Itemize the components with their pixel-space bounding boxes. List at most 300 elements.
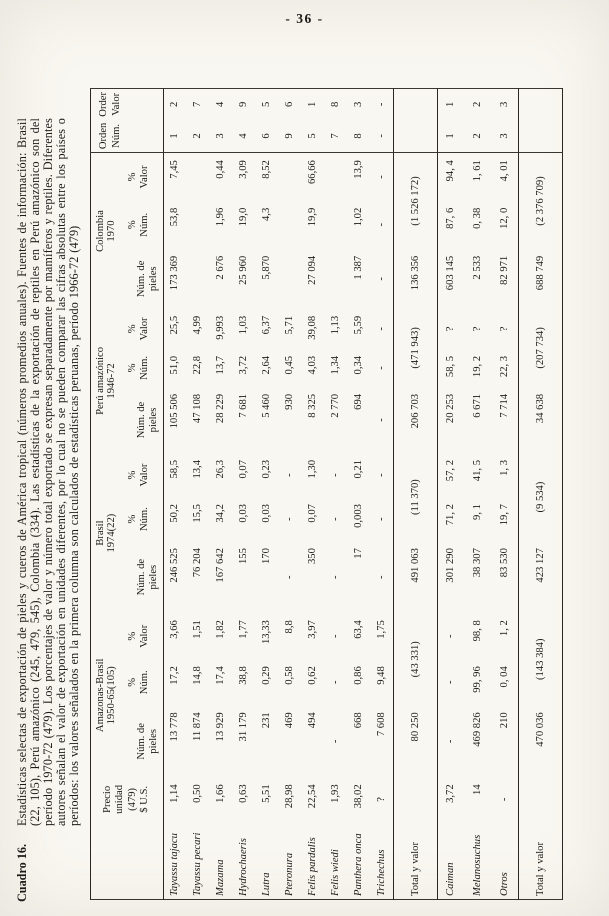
data-cell: 0,45	[284, 355, 296, 375]
header-line: 1970	[105, 220, 117, 242]
subheader-num-pieles	[117, 705, 163, 777]
orden-num-cell: 3	[491, 120, 518, 153]
data-cell: 4,3	[261, 207, 273, 221]
species-name: Panthera onca	[353, 833, 365, 896]
header-line: Núm. de	[135, 558, 147, 596]
order-valor-cell: -	[375, 102, 387, 107]
data-cell: 0,03	[261, 504, 273, 523]
data-cell: 2,64	[261, 355, 273, 375]
data-cell: 1, 61	[472, 160, 484, 182]
data-cell: 469	[284, 712, 296, 729]
data-cell: 31 179	[238, 712, 250, 742]
precio-cell: 14	[472, 784, 484, 795]
data-cell: 0,34	[353, 355, 365, 375]
species-name: Tayassu pecari	[192, 832, 204, 896]
header-line: %	[126, 514, 138, 524]
data-cell: 4,99	[192, 315, 204, 335]
data-cell: 1,02	[353, 207, 365, 227]
data-cell: 98, 8	[472, 620, 484, 642]
total-num-pieles: 206 703	[409, 393, 421, 429]
order-valor-cell: 6	[284, 101, 296, 107]
data-cell: 210	[498, 712, 510, 729]
data-cell: ?	[445, 326, 457, 332]
data-cell: 17,4	[215, 666, 227, 685]
empty-cell	[393, 120, 437, 153]
data-cell: -	[375, 366, 387, 370]
data-cell: 19, 7	[498, 504, 510, 526]
data-cell: 1,75	[375, 620, 387, 639]
order-valor-cell: 4	[215, 101, 227, 107]
group-header-1	[90, 613, 117, 777]
data-cell: 930	[284, 393, 296, 410]
total-num-pieles: 491 063	[409, 548, 421, 583]
empty-cell	[518, 89, 562, 120]
header-line: 1946-72	[105, 363, 117, 399]
data-cell: ?	[472, 326, 484, 332]
data-cell: 19, 2	[472, 355, 484, 378]
table-row	[278, 89, 301, 900]
data-cell: 2 770	[330, 393, 342, 418]
table-row	[301, 89, 324, 900]
data-cell: 13,4	[192, 460, 204, 479]
data-cell: 19,0	[238, 207, 250, 227]
data-cell: 6,37	[261, 315, 273, 335]
order-valor-header	[90, 89, 163, 120]
data-cell: 0,03	[238, 504, 250, 523]
precio-cell: ?	[375, 797, 387, 802]
data-cell: -	[445, 680, 457, 685]
precio-cell: -	[498, 797, 510, 802]
data-cell: 1,96	[215, 207, 227, 227]
header-line: Núm. de	[135, 401, 147, 439]
empty-cell	[393, 89, 437, 120]
data-cell: 1,51	[192, 620, 204, 639]
empty-cell	[518, 120, 562, 153]
data-cell: 63,4	[353, 620, 365, 639]
data-cell: 7,45	[169, 160, 181, 179]
data-cell: -	[375, 517, 387, 521]
orden-num-cell: 7	[324, 120, 347, 153]
data-cell: 39,08	[307, 315, 319, 340]
data-cell: 25,5	[169, 315, 181, 335]
data-cell: 17,2	[169, 666, 181, 685]
data-cell: 5 460	[261, 393, 273, 418]
header-line: Núm.	[138, 507, 150, 532]
data-cell: 28 229	[215, 393, 227, 424]
data-cell: 231	[261, 712, 273, 729]
data-cell: 2 676	[215, 255, 227, 280]
orden-num-cell: 2	[464, 120, 491, 153]
header-line: Order	[97, 91, 109, 117]
orden-num-cell: 3	[209, 120, 232, 153]
header-line: (479)	[126, 787, 138, 811]
data-cell: 13 778	[169, 712, 181, 742]
table-row	[209, 89, 232, 900]
header-line: Núm.	[110, 123, 122, 148]
species-name: Tayassu tajacu	[169, 833, 181, 896]
data-cell: 4,03	[307, 355, 319, 375]
header-line: %	[126, 677, 138, 687]
data-cell	[186, 153, 209, 201]
data-cell: 105 506	[169, 393, 181, 429]
header-row	[90, 89, 117, 900]
header-line: %	[126, 324, 138, 334]
data-cell: 0,29	[261, 666, 273, 685]
total-valor: (143 384)	[534, 638, 546, 680]
data-cell: 26,3	[215, 460, 227, 479]
data-cell: 82 971	[498, 255, 510, 285]
data-cell: -	[284, 517, 296, 521]
species-name: Pteronura	[284, 852, 296, 896]
data-cell	[186, 201, 209, 249]
data-cell: -	[284, 575, 296, 579]
data-cell: 66,66	[307, 160, 319, 185]
orden-num-cell: 9	[278, 120, 301, 153]
total-num-pieles: 80 250	[409, 712, 421, 742]
rotated-table-block	[16, 42, 602, 908]
data-cell: 15,5	[192, 504, 204, 523]
data-cell: 41, 5	[472, 460, 484, 482]
data-cell: 0,07	[307, 504, 319, 523]
data-cell: -	[375, 327, 387, 331]
data-cell: 47 108	[192, 393, 204, 424]
data-cell: 22, 3	[498, 355, 510, 378]
table-row	[163, 89, 186, 900]
data-cell: 0,58	[284, 666, 296, 685]
data-cell: 3,66	[169, 620, 181, 639]
data-cell: 17	[353, 548, 365, 559]
orden-num-cell: 1	[437, 120, 464, 153]
precio-cell: 3,72	[445, 784, 457, 803]
data-cell: 8,8	[284, 620, 296, 634]
table-row	[186, 89, 209, 900]
header-line: Valor	[110, 92, 122, 116]
header-line: %	[126, 220, 138, 230]
data-cell: 1,13	[330, 315, 342, 335]
data-cell	[278, 153, 301, 201]
data-cell: 9, 1	[472, 504, 484, 520]
species-name: Hydrochaeris	[238, 838, 250, 896]
header-line: Núm. de	[135, 260, 147, 298]
subheader-pct-num	[117, 659, 163, 705]
data-cell: -	[375, 277, 387, 281]
data-cell	[186, 249, 209, 309]
data-cell	[324, 153, 347, 201]
group-header-4	[90, 153, 117, 309]
total-label: Total y valor	[534, 842, 546, 896]
data-cell: -	[445, 739, 457, 744]
data-cell: 494	[307, 712, 319, 729]
data-cell: 0,23	[261, 460, 273, 479]
data-cell: -	[375, 418, 387, 422]
orden-num-cell: -	[370, 120, 393, 153]
data-cell: 170	[261, 548, 273, 565]
orden-num-header	[90, 120, 163, 153]
data-cell: 668	[353, 712, 365, 729]
empty-cell	[518, 777, 562, 821]
header-line: Colombia	[94, 210, 106, 252]
subheader-pct-valor	[117, 309, 163, 349]
group-header-3	[90, 309, 117, 453]
header-line: Valor	[138, 317, 150, 341]
orden-num-cell: 4	[232, 120, 255, 153]
data-cell: 53,8	[169, 207, 181, 227]
data-cell: 7 608	[375, 712, 387, 737]
data-cell: 155	[238, 548, 250, 565]
data-cell: 87, 6	[445, 207, 457, 229]
data-cell: 2 533	[472, 255, 484, 280]
species-column-header	[90, 821, 163, 899]
group-header-2	[90, 453, 117, 613]
data-cell: -	[330, 739, 342, 744]
header-line: Brasil	[94, 520, 106, 546]
data-cell: -	[330, 473, 342, 477]
order-valor-cell: 3	[353, 101, 365, 107]
header-line: pieles	[147, 564, 159, 590]
data-cell: 14,8	[192, 666, 204, 685]
data-cell: 0, 04	[498, 666, 510, 688]
total-num-pieles: 34 638	[534, 393, 546, 424]
table-row	[232, 89, 255, 900]
header-line: Perú amazónico	[94, 346, 106, 415]
table-row	[464, 89, 491, 900]
total-num-pieles: 470 036	[534, 712, 546, 747]
data-cell: 173 369	[169, 255, 181, 291]
data-cell: 13 929	[215, 712, 227, 742]
species-name: Caiman	[445, 862, 457, 896]
subheader-num-pieles	[117, 249, 163, 309]
data-cell: 58,5	[169, 460, 181, 479]
header-line: unidad	[114, 784, 126, 814]
data-cell: 1 387	[353, 255, 365, 280]
species-name: Felis wiedi	[330, 849, 342, 896]
table-caption	[16, 118, 81, 902]
data-cell: -	[375, 175, 387, 179]
header-line: Núm.	[138, 356, 150, 380]
data-cell: -	[284, 473, 296, 477]
total-row	[393, 89, 437, 900]
data-cell: 0,07	[238, 460, 250, 479]
header-line: pieles	[147, 266, 159, 292]
data-cell: 34,2	[215, 504, 227, 523]
data-cell: 38 307	[472, 548, 484, 578]
data-cell: 12, 0	[498, 207, 510, 229]
species-name: Otros	[498, 872, 510, 896]
total-valor: (207 734)	[534, 327, 546, 369]
data-cell	[324, 201, 347, 249]
total-valor: (11 370)	[409, 479, 421, 515]
data-cell: -	[375, 473, 387, 477]
data-cell: -	[330, 575, 342, 579]
species-name: Lutra	[261, 872, 273, 896]
data-cell: ?	[498, 326, 510, 332]
data-cell: 0,21	[353, 460, 365, 479]
data-cell: 1, 3	[498, 460, 510, 476]
header-line: Amazonas-Brasil	[94, 658, 106, 733]
data-cell: 301 290	[445, 548, 457, 583]
data-cell: 22,8	[192, 355, 204, 375]
total-valor: (2 376 709)	[534, 176, 546, 226]
orden-num-cell: 1	[163, 120, 186, 153]
precio-cell: 0,63	[238, 784, 250, 803]
data-cell: 1,30	[307, 460, 319, 479]
header-line: %	[126, 631, 138, 641]
header-line: 1974(22)	[105, 513, 117, 553]
total-valor: (43 331)	[409, 641, 421, 678]
table-row	[324, 89, 347, 900]
total-valor: (1 526 172)	[409, 176, 421, 226]
data-cell: 94, 4	[445, 160, 457, 182]
data-cell: 71, 2	[445, 504, 457, 526]
data-cell: 13,9	[353, 160, 365, 179]
order-valor-cell: 5	[261, 101, 273, 107]
header-line: Precio	[101, 785, 113, 813]
data-cell: 3,72	[238, 355, 250, 375]
header-line: %	[126, 363, 138, 373]
data-cell: 51,0	[169, 355, 181, 375]
data-cell: 8 325	[307, 393, 319, 418]
data-cell: 1,34	[330, 355, 342, 375]
data-cell: 11 874	[192, 712, 204, 742]
data-cell: 20 253	[445, 393, 457, 424]
data-cell: -	[375, 223, 387, 227]
order-valor-cell: 1	[307, 101, 319, 107]
data-cell: -	[375, 575, 387, 579]
data-cell: 83 530	[498, 548, 510, 578]
header-line: Núm.	[138, 212, 150, 237]
total-label: Total y valor	[409, 842, 421, 896]
data-cell: 5,870	[261, 255, 273, 280]
header-line: %	[126, 172, 138, 182]
table-row	[437, 89, 464, 900]
order-valor-cell: 8	[330, 101, 342, 107]
header-line: 1950-65(105)	[105, 666, 117, 725]
data-cell: 13,7	[215, 355, 227, 375]
order-valor-cell: 7	[192, 101, 204, 107]
precio-column-header	[90, 777, 163, 821]
data-cell: 0, 38	[472, 207, 484, 229]
data-cell: 9,48	[375, 666, 387, 685]
precio-cell: 1,93	[330, 784, 342, 803]
data-cell: 350	[307, 548, 319, 565]
header-line: Valor	[138, 463, 150, 487]
table-row	[370, 89, 393, 900]
species-name: Mazama	[215, 859, 227, 896]
data-cell: 8,52	[261, 160, 273, 179]
precio-cell: 28,98	[284, 784, 296, 809]
orden-num-cell: 2	[186, 120, 209, 153]
subheader-num-pieles	[117, 541, 163, 613]
caption-label: Cuadro 16.	[15, 843, 29, 902]
data-cell: 58, 5	[445, 355, 457, 378]
data-cell: 50,2	[169, 504, 181, 523]
data-cell: 99, 96	[472, 666, 484, 693]
data-cell: 0,86	[353, 666, 365, 685]
orden-num-cell: 8	[347, 120, 370, 153]
data-cell: 5,59	[353, 315, 365, 335]
data-cell: 57, 2	[445, 460, 457, 482]
header-line: %	[126, 470, 138, 480]
total-num-pieles: 136 356	[409, 255, 421, 291]
header-line: Núm.	[138, 670, 150, 695]
header-line: Valor	[138, 165, 150, 189]
data-cell: 3,97	[307, 620, 319, 639]
data-cell: 7 714	[498, 393, 510, 418]
header-line: Valor	[138, 624, 150, 648]
order-valor-cell: 2	[169, 101, 181, 107]
data-cell: 76 204	[192, 548, 204, 578]
header-line: Núm. de	[135, 723, 147, 760]
data-cell: 1,77	[238, 620, 250, 639]
header-line: pieles	[147, 728, 159, 754]
data-cell: 603 145	[445, 255, 457, 291]
subheader-pct-valor	[117, 453, 163, 497]
total-num-pieles: 423 127	[534, 548, 546, 583]
orden-num-cell: 5	[301, 120, 324, 153]
total-valor: (471 943)	[409, 327, 421, 369]
table-header	[90, 89, 163, 900]
data-cell	[324, 249, 347, 309]
table-body	[163, 89, 562, 900]
species-name: Felis pardalis	[307, 837, 319, 896]
total-num-pieles: 688 749	[534, 255, 546, 291]
subheader-pct-valor	[117, 613, 163, 659]
data-cell: 6 671	[472, 393, 484, 418]
precio-cell: 38,02	[353, 784, 365, 809]
data-cell: -	[445, 634, 457, 638]
precio-cell: 1,66	[215, 784, 227, 803]
data-cell: 7 681	[238, 393, 250, 418]
data-cell	[278, 249, 301, 309]
precio-cell: 1,14	[169, 784, 181, 803]
data-cell: 0,003	[353, 504, 365, 528]
subheader-pct-num	[117, 497, 163, 541]
data-cell: 4, 01	[498, 160, 510, 182]
total-valor: (9 534)	[534, 481, 546, 513]
data-cell: 19,9	[307, 207, 319, 227]
table-row	[491, 89, 518, 900]
data-cell: 1,82	[215, 620, 227, 639]
subheader-pct-num	[117, 201, 163, 249]
order-valor-cell: 1	[445, 101, 457, 107]
caption-text: Estadísticas selectas de exportación de pieles y cueros de América tropical (números promedios anuales). Fuentes de información: Brasil (22, 105), Perú amazónico (245, 479, 545), Colombia (334). Las estadísticas de la exportación de reptiles en Perú amazónico son del período 1970-72 (479). Los porcentajes de valor y número total exportado se expresan separadamente por mamíferos y reptiles. Diferentes autores señalan el valor de exportación en unidades diferentes, por lo cual no se pueden comparar las cifras absolutas entre los países o períodos: los valores señalados en la primera columna son calculados de estadísticas peruanas, período 1966-72 (479)	[15, 118, 81, 826]
data-cell: 0,44	[215, 160, 227, 179]
data-cell: 13,33	[261, 620, 273, 645]
data-cell: 469 826	[472, 712, 484, 747]
page-number: - 36 -	[285, 11, 324, 26]
order-valor-cell: 3	[498, 101, 510, 107]
data-cell: -	[330, 634, 342, 638]
order-valor-cell: 2	[472, 101, 484, 107]
data-cell: -	[330, 517, 342, 521]
data-cell: 5,71	[284, 315, 296, 335]
subheader-num-pieles	[117, 387, 163, 453]
species-name: Trichechus	[375, 849, 387, 896]
precio-cell: 0,50	[192, 784, 204, 803]
precio-cell: 22,54	[307, 784, 319, 809]
data-cell: 25 960	[238, 255, 250, 285]
table-row	[347, 89, 370, 900]
precio-cell: 5,51	[261, 784, 273, 803]
subheader-pct-num	[117, 349, 163, 387]
data-cell: 0,62	[307, 666, 319, 685]
data-cell: 1,03	[238, 315, 250, 335]
total-row	[518, 89, 562, 900]
data-cell: 1, 2	[498, 620, 510, 637]
table-row	[255, 89, 278, 900]
data-cell: -	[330, 680, 342, 685]
data-cell: 9,993	[215, 315, 227, 340]
